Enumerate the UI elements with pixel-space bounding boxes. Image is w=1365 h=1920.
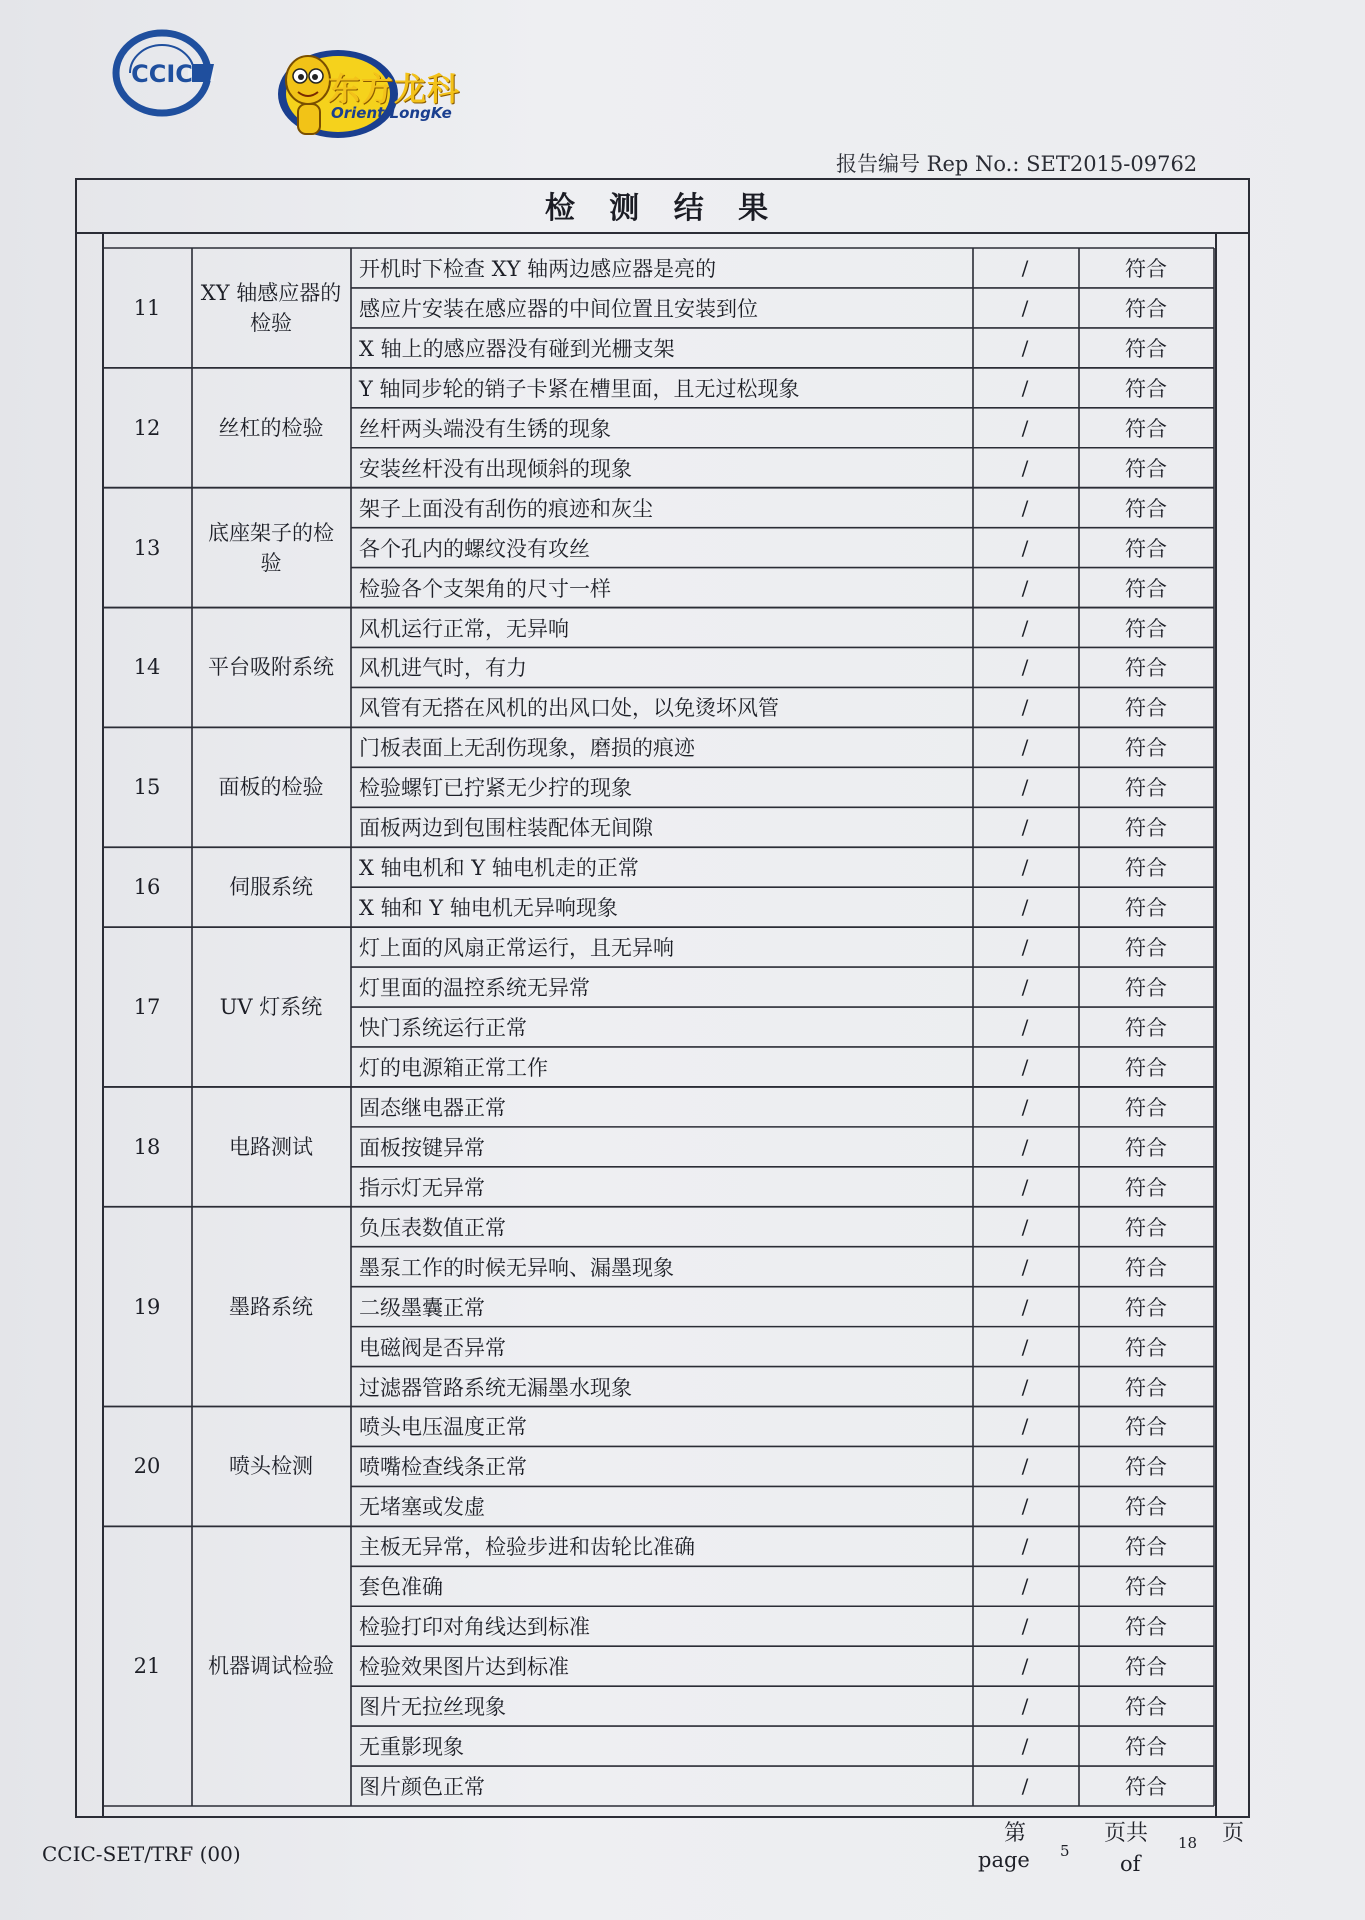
orient-longke-cn-text: 东方龙科: [328, 70, 461, 108]
check-result: 符合: [1125, 1455, 1167, 1480]
check-value: /: [1021, 1294, 1029, 1319]
check-result: 符合: [1125, 936, 1167, 961]
check-value: /: [1021, 255, 1029, 280]
check-result: 符合: [1125, 456, 1167, 481]
check-result: 符合: [1125, 1695, 1167, 1720]
check-description: 风机进气时，有力: [359, 656, 527, 681]
group-item-label: 伺服系统: [229, 875, 313, 900]
check-description: 灯上面的风扇正常运行，且无异响: [359, 936, 674, 961]
group-item-label: 电路测试: [229, 1134, 313, 1159]
check-result: 符合: [1125, 1015, 1167, 1040]
check-result: 符合: [1125, 816, 1167, 841]
check-value: /: [1021, 855, 1029, 880]
check-value: /: [1021, 775, 1029, 800]
check-result: 符合: [1125, 536, 1167, 561]
check-description: 感应片安装在感应器的中间位置且安装到位: [359, 296, 758, 321]
check-result: 符合: [1125, 1175, 1167, 1200]
check-value: /: [1021, 1214, 1029, 1239]
check-value: /: [1021, 1174, 1029, 1199]
check-description: 喷头电压温度正常: [359, 1415, 527, 1440]
check-value: /: [1021, 535, 1029, 560]
check-value: /: [1021, 1774, 1029, 1799]
check-result: 符合: [1125, 496, 1167, 521]
check-value: /: [1021, 735, 1029, 760]
check-result: 符合: [1125, 1495, 1167, 1520]
check-description: 灯的电源箱正常工作: [359, 1055, 548, 1080]
check-value: /: [1021, 415, 1029, 440]
check-value: /: [1021, 1014, 1029, 1039]
check-description: 负压表数值正常: [359, 1215, 506, 1240]
check-value: /: [1021, 935, 1029, 960]
check-result: 符合: [1125, 736, 1167, 761]
group-number: 13: [133, 535, 161, 560]
check-description: 指示灯无异常: [359, 1175, 485, 1200]
check-value: /: [1021, 1694, 1029, 1719]
check-result: 符合: [1125, 856, 1167, 881]
group-number: 21: [133, 1654, 161, 1679]
check-value: /: [1021, 1254, 1029, 1279]
ccic-logo-text: CCIC: [131, 60, 193, 88]
group-item-label: 底座架子的检验: [208, 520, 334, 575]
page-current: 5: [1060, 1842, 1070, 1860]
check-value: /: [1021, 695, 1029, 720]
form-code: CCIC-SET/TRF (00): [42, 1842, 241, 1866]
group-number: 19: [133, 1294, 161, 1319]
check-value: /: [1021, 975, 1029, 1000]
check-value: /: [1021, 1734, 1029, 1759]
check-result: 符合: [1125, 696, 1167, 721]
check-value: /: [1021, 815, 1029, 840]
check-description: 无重影现象: [359, 1735, 464, 1760]
check-description: X 轴上的感应器没有碰到光栅支架: [359, 336, 675, 361]
group-item-label: 喷头检测: [229, 1454, 313, 1479]
page-label-cn-2: 页共: [1104, 1821, 1149, 1846]
check-result: 符合: [1125, 376, 1167, 401]
check-result: 符合: [1125, 576, 1167, 601]
check-description: 灯里面的温控系统无异常: [359, 976, 590, 1001]
check-result: 符合: [1125, 256, 1167, 281]
check-description: 图片无拉丝现象: [359, 1695, 506, 1720]
check-description: X 轴电机和 Y 轴电机走的正常: [359, 856, 639, 881]
check-value: /: [1021, 375, 1029, 400]
group-number: 14: [133, 655, 161, 680]
page-label-cn-3: 页: [1222, 1821, 1245, 1846]
check-description: 各个孔内的螺纹没有攻丝: [359, 536, 590, 561]
check-result: 符合: [1125, 896, 1167, 921]
check-value: /: [1021, 575, 1029, 600]
check-description: 过滤器管路系统无漏墨水现象: [359, 1375, 632, 1400]
page-label-cn-1: 第: [1004, 1821, 1027, 1846]
group-number: 20: [133, 1454, 161, 1479]
check-result: 符合: [1125, 1215, 1167, 1240]
check-value: /: [1021, 895, 1029, 920]
group-item-label: UV 灯系统: [219, 995, 323, 1020]
check-result: 符合: [1125, 1095, 1167, 1120]
check-value: /: [1021, 1614, 1029, 1639]
check-value: /: [1021, 1494, 1029, 1519]
check-result: 符合: [1125, 1735, 1167, 1760]
check-result: 符合: [1125, 1535, 1167, 1560]
check-result: 符合: [1125, 656, 1167, 681]
check-description: 开机时下检查 XY 轴两边感应器是亮的: [359, 256, 717, 281]
check-description: 面板两边到包围柱装配体无间隙: [359, 816, 653, 841]
check-result: 符合: [1125, 976, 1167, 1001]
check-value: /: [1021, 655, 1029, 680]
group-item-label: 平台吸附系统: [208, 655, 334, 680]
check-value: /: [1021, 455, 1029, 480]
check-value: /: [1021, 1094, 1029, 1119]
check-description: 风管有无搭在风机的出风口处，以免烫坏风管: [359, 696, 779, 721]
group-item-label: 墨路系统: [229, 1294, 313, 1319]
report-number: 报告编号 Rep No.: SET2015-09762: [836, 152, 1198, 176]
check-result: 符合: [1125, 1415, 1167, 1440]
group-number: 18: [133, 1134, 161, 1159]
check-description: 检验效果图片达到标准: [359, 1655, 569, 1680]
check-result: 符合: [1125, 1655, 1167, 1680]
page-total: 18: [1178, 1834, 1198, 1852]
page-label-en-1: page: [978, 1848, 1030, 1872]
check-result: 符合: [1125, 616, 1167, 641]
check-value: /: [1021, 1654, 1029, 1679]
check-description: 风机运行正常，无异响: [359, 616, 569, 641]
check-description: Y 轴同步轮的销子卡紧在槽里面，且无过松现象: [359, 376, 800, 401]
group-number: 16: [133, 875, 161, 900]
check-description: 面板按键异常: [359, 1135, 485, 1160]
check-description: 套色准确: [359, 1575, 443, 1600]
orient-longke-en-text: Orient LongKe: [331, 104, 452, 122]
check-value: /: [1021, 1054, 1029, 1079]
check-value: /: [1021, 615, 1029, 640]
check-value: /: [1021, 295, 1029, 320]
check-description: 二级墨囊正常: [359, 1295, 485, 1320]
check-description: 固态继电器正常: [359, 1095, 506, 1120]
check-description: 门板表面上无刮伤现象，磨损的痕迹: [359, 736, 695, 761]
check-result: 符合: [1125, 1295, 1167, 1320]
check-result: 符合: [1125, 776, 1167, 801]
check-result: 符合: [1125, 1375, 1167, 1400]
check-description: 主板无异常，检验步进和齿轮比准确: [359, 1535, 695, 1560]
check-description: 快门系统运行正常: [359, 1015, 527, 1040]
table-title: 检 测 结 果: [75, 178, 1250, 234]
check-description: 图片颜色正常: [359, 1775, 485, 1800]
page-label-en-2: of: [1120, 1852, 1141, 1876]
group-item-label: 丝杠的检验: [218, 415, 324, 440]
check-result: 符合: [1125, 416, 1167, 441]
check-result: 符合: [1125, 296, 1167, 321]
check-result: 符合: [1125, 336, 1167, 361]
check-description: 检验螺钉已拧紧无少拧的现象: [359, 776, 632, 801]
check-result: 符合: [1125, 1335, 1167, 1360]
group-number: 17: [133, 995, 161, 1020]
check-value: /: [1021, 1134, 1029, 1159]
check-description: 架子上面没有刮伤的痕迹和灰尘: [359, 496, 653, 521]
check-value: /: [1021, 1534, 1029, 1559]
check-value: /: [1021, 1454, 1029, 1479]
group-item-label: XY 轴感应器的检验: [200, 280, 342, 335]
check-description: 电磁阀是否异常: [359, 1335, 506, 1360]
check-description: 丝杆两头端没有生锈的现象: [359, 416, 611, 441]
group-item-label: 面板的检验: [218, 775, 324, 800]
check-value: /: [1021, 1574, 1029, 1599]
check-description: 喷嘴检查线条正常: [359, 1455, 527, 1480]
check-result: 符合: [1125, 1055, 1167, 1080]
check-value: /: [1021, 335, 1029, 360]
check-description: 无堵塞或发虚: [359, 1495, 485, 1520]
check-value: /: [1021, 495, 1029, 520]
check-value: /: [1021, 1414, 1029, 1439]
check-description: 检验打印对角线达到标准: [359, 1615, 590, 1640]
group-number: 12: [133, 415, 161, 440]
check-result: 符合: [1125, 1775, 1167, 1800]
check-result: 符合: [1125, 1575, 1167, 1600]
check-description: 安装丝杆没有出现倾斜的现象: [359, 456, 632, 481]
group-number: 15: [133, 775, 161, 800]
check-result: 符合: [1125, 1255, 1167, 1280]
check-description: X 轴和 Y 轴电机无异响现象: [359, 896, 618, 921]
check-result: 符合: [1125, 1615, 1167, 1640]
check-description: 墨泵工作的时候无异响、漏墨现象: [359, 1255, 674, 1280]
check-value: /: [1021, 1334, 1029, 1359]
group-number: 11: [133, 295, 161, 320]
group-item-label: 机器调试检验: [208, 1654, 334, 1679]
check-value: /: [1021, 1374, 1029, 1399]
check-description: 检验各个支架角的尺寸一样: [359, 576, 611, 601]
check-result: 符合: [1125, 1135, 1167, 1160]
